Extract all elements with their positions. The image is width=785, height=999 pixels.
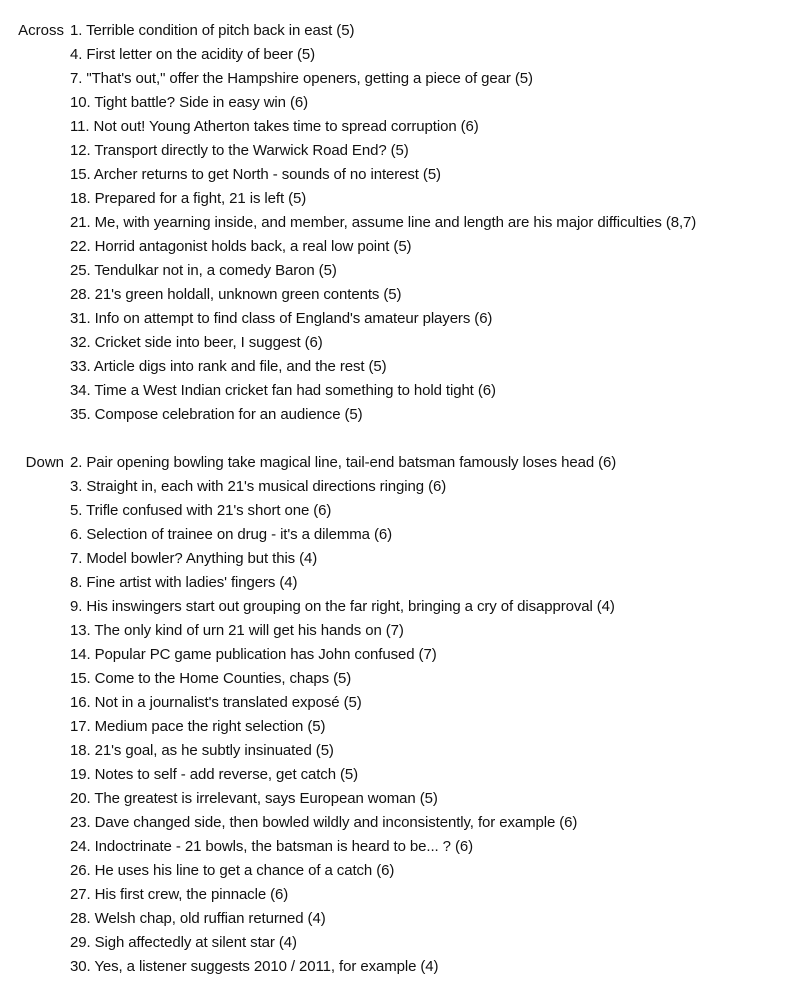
down-clue: 24. Indoctrinate - 21 bowls, the batsman is heard to be... ? (6) — [70, 838, 473, 855]
down-clue: 16. Not in a journalist's translated exposé (5) — [70, 694, 362, 711]
across-clue: 1. Terrible condition of pitch back in east (5) — [70, 22, 355, 39]
down-clue: 30. Yes, a listener suggests 2010 / 2011, for example (4) — [70, 958, 439, 975]
across-clue: 25. Tendulkar not in, a comedy Baron (5) — [70, 262, 337, 279]
across-heading: Across — [18, 22, 64, 39]
down-clue: 19. Notes to self - add reverse, get catch (5) — [70, 766, 359, 783]
across-clue: 35. Compose celebration for an audience (5) — [70, 406, 363, 423]
down-heading: Down — [25, 454, 64, 471]
down-clue: 18. 21's goal, as he subtly insinuated (5) — [70, 742, 334, 759]
across-clue: 10. Tight battle? Side in easy win (6) — [70, 94, 309, 111]
across-clue: 21. Me, with yearning inside, and member, assume line and length are his major difficulties (8,7) — [70, 214, 697, 231]
down-clue: 15. Come to the Home Counties, chaps (5) — [70, 670, 352, 687]
across-clue: 31. Info on attempt to find class of England's amateur players (6) — [70, 310, 493, 327]
across-clue: 4. First letter on the acidity of beer (5) — [70, 46, 316, 63]
down-clue: 29. Sigh affectedly at silent star (4) — [70, 934, 297, 951]
down-clue: 14. Popular PC game publication has John confused (7) — [70, 646, 437, 663]
down-clue: 26. He uses his line to get a chance of a catch (6) — [70, 862, 395, 879]
down-clue: 2. Pair opening bowling take magical line, tail-end batsman famously loses head (6) — [70, 454, 617, 471]
down-clue: 20. The greatest is irrelevant, says European woman (5) — [70, 790, 438, 807]
across-clue: 18. Prepared for a fight, 21 is left (5) — [70, 190, 307, 207]
down-clue: 5. Trifle confused with 21's short one (6) — [70, 502, 332, 519]
down-clue: 8. Fine artist with ladies' fingers (4) — [70, 574, 298, 591]
across-clue: 7. "That's out," offer the Hampshire openers, getting a piece of gear (5) — [70, 70, 533, 87]
across-clue: 12. Transport directly to the Warwick Road End? (5) — [70, 142, 409, 159]
down-clue: 17. Medium pace the right selection (5) — [70, 718, 326, 735]
down-clue: 6. Selection of trainee on drug - it's a dilemma (6) — [70, 526, 392, 543]
across-clue: 22. Horrid antagonist holds back, a real low point (5) — [70, 238, 412, 255]
down-clue: 13. The only kind of urn 21 will get his hands on (7) — [70, 622, 404, 639]
across-clue: 11. Not out! Young Atherton takes time to spread corruption (6) — [70, 118, 479, 135]
across-clue: 28. 21's green holdall, unknown green contents (5) — [70, 286, 402, 303]
down-clue: 28. Welsh chap, old ruffian returned (4) — [70, 910, 326, 927]
down-clue: 9. His inswingers start out grouping on the far right, bringing a cry of disapproval (4) — [70, 598, 615, 615]
down-clue: 27. His first crew, the pinnacle (6) — [70, 886, 289, 903]
across-clue: 15. Archer returns to get North - sounds of no interest (5) — [70, 166, 441, 183]
across-clue: 34. Time a West Indian cricket fan had something to hold tight (6) — [70, 382, 496, 399]
down-clue: 23. Dave changed side, then bowled wildly and inconsistently, for example (6) — [70, 814, 578, 831]
down-clue: 7. Model bowler? Anything but this (4) — [70, 550, 318, 567]
across-clue: 33. Article digs into rank and file, and the rest (5) — [70, 358, 387, 375]
across-clue: 32. Cricket side into beer, I suggest (6) — [70, 334, 323, 351]
down-clue: 3. Straight in, each with 21's musical directions ringing (6) — [70, 478, 447, 495]
